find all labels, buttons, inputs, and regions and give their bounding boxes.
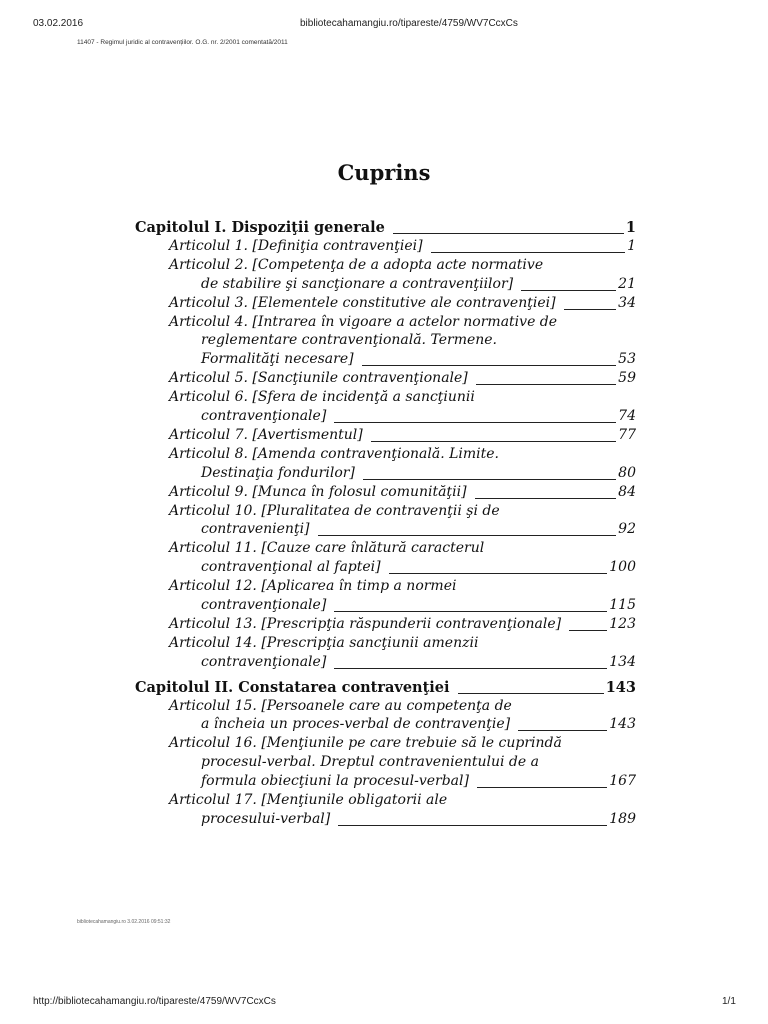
toc-line-text: Articolul 9. [Munca în folosul comunităţii] [169, 483, 467, 500]
toc-article-title [201, 810, 330, 829]
toc-line-text: contravenţionale] [201, 653, 327, 670]
toc-article-title [201, 596, 326, 615]
toc-article-title [201, 275, 513, 294]
toc-line-text: Articolul 16. [Menţiunile pe care trebuie să le cuprindă [169, 735, 562, 752]
toc-line-text: Articolul 17. [Menţiunile obligatorii ale [169, 792, 448, 808]
toc-line-text: reglementare contravenţională. Termene. [201, 332, 498, 349]
toc-line-text: formula obiecţiuni la procesul-verbal] [201, 773, 469, 790]
toc-leader-line [363, 479, 616, 480]
toc-article-title [169, 445, 499, 464]
toc-leader-line [334, 611, 607, 612]
toc-line-text: contravenţionale] [201, 408, 327, 424]
toc-article-page: 167 [609, 773, 636, 790]
toc-line-text: Articolul 12. [Aplicarea în timp a normei [169, 578, 457, 595]
toc-article-page: 92 [618, 521, 636, 538]
toc-line-text: Articolul 8. [Amenda contravenţională. Limite. [169, 445, 499, 462]
toc-line-text: Articolul 10. [Pluralitatea de contravenţii şi de [169, 502, 500, 519]
toc-chapter-page: 143 [605, 678, 636, 696]
toc-article-title [169, 483, 467, 502]
toc-line-text: contravenienţi] [201, 521, 310, 538]
toc-article-title [169, 615, 561, 634]
toc-line-text: Articolul 13. [Prescripţia răspunderii contravenţionale] [169, 615, 562, 632]
toc-article-title [169, 369, 468, 388]
page-title: Cuprins [337, 160, 431, 185]
toc-article-title [169, 313, 557, 332]
toc-leader-line [334, 668, 607, 669]
toc-line-text: Articolul 15. [Persoanele care au competenţa de [169, 697, 512, 714]
toc-article-title [201, 653, 326, 672]
toc-article-page: 74 [618, 408, 636, 424]
toc-leader-line [371, 441, 616, 442]
toc-leader-line [389, 573, 608, 574]
toc-article-title [201, 407, 326, 426]
toc-line-text: Capitolul II. Constatarea contravenţiei [135, 678, 450, 696]
toc-article-title [169, 256, 543, 275]
toc-article-title [169, 734, 562, 753]
toc-article-page: 80 [618, 464, 636, 481]
toc-article-title [169, 388, 475, 407]
toc-article-title [201, 558, 381, 577]
toc-article-title [201, 772, 469, 791]
toc-line-text: Articolul 2. [Competenţa de a adopta acte normative [169, 256, 544, 273]
toc-article-page: 77 [618, 426, 636, 443]
toc-article-title [201, 753, 539, 772]
toc-leader-line [318, 535, 617, 536]
toc-article-title [201, 520, 310, 539]
toc-article-title [201, 331, 497, 350]
toc-line-text: procesului-verbal] [201, 810, 331, 827]
toc-line-text: Articolul 11. [Cauze care înlătură caracterul [169, 540, 485, 557]
toc-line-text: de stabilire şi sancţionare a contravenţiilor] [201, 275, 514, 292]
toc-article-page: 143 [609, 716, 636, 733]
toc-line-text: a încheia un proces-verbal de contravenţie] [201, 716, 511, 733]
document-subtitle: 11407 - Regimul juridic al contravențiilor. O.G. nr. 2/2001 comentată/2011 [77, 39, 288, 46]
toc-article-title [169, 294, 556, 313]
toc-article-title [201, 464, 355, 483]
toc-leader-line [569, 630, 607, 631]
toc-chapter-title [135, 218, 385, 237]
toc-article-page: 53 [618, 351, 636, 368]
toc-article-page: 123 [609, 615, 636, 632]
toc-leader-line [431, 252, 625, 253]
toc-leader-line [458, 693, 604, 694]
print-url-top: bibliotecahamangiu.ro/tipareste/4759/WV7CcxCs [300, 18, 518, 29]
toc-leader-line [334, 422, 616, 423]
toc-article-title [169, 237, 423, 256]
toc-chapter-page: 1 [625, 219, 636, 236]
toc-leader-line [518, 730, 607, 731]
toc-article-title [169, 539, 484, 558]
toc-line-text: procesul-verbal. Dreptul contravenientului de a [201, 754, 539, 771]
print-date: 03.02.2016 [33, 18, 84, 29]
footer-stamp: bibliotecahamangiu.ro 3.02.2016 09:51:32 [77, 919, 171, 925]
toc-article-page: 134 [609, 653, 636, 670]
toc-article-page: 84 [618, 483, 636, 500]
toc-line-text: Capitolul I. Dispoziţii generale [135, 219, 385, 236]
toc-line-text: Articolul 1. [Definiţia contravenţiei] [169, 237, 423, 254]
toc-line-text: Articolul 3. [Elementele constitutive ale contravenţiei] [169, 294, 556, 311]
print-url-bottom: http://bibliotecahamangiu.ro/tipareste/4759/WV7CcxCs [33, 996, 276, 1007]
toc-article-page: 59 [618, 370, 636, 387]
toc-article-title [169, 502, 500, 521]
toc-line-text: Articolul 6. [Sfera de incidenţă a sancţiunii [169, 389, 475, 406]
toc-article-page: 1 [627, 237, 636, 254]
toc-article-title [169, 697, 512, 716]
toc-leader-line [393, 233, 624, 234]
toc-leader-line [362, 365, 617, 366]
toc-leader-line [338, 825, 607, 826]
toc-chapter-title [135, 678, 450, 697]
toc-leader-line [521, 290, 616, 291]
toc-line-text: Destinaţia fondurilor] [201, 464, 355, 481]
toc-line-text: Articolul 4. [Intrarea în vigoare a actelor normative de [169, 313, 558, 330]
page-counter: 1/1 [722, 996, 736, 1007]
toc-line-text: contravenţional al faptei] [201, 559, 381, 576]
toc-article-title [201, 715, 510, 734]
toc-article-title [169, 791, 447, 810]
toc-article-title [169, 577, 456, 596]
toc-line-text: contravenţionale] [201, 597, 327, 613]
toc-line-text: Articolul 14. [Prescripţia sancţiunii amenzii [169, 634, 479, 651]
toc-leader-line [476, 384, 616, 385]
toc-article-page: 34 [618, 294, 636, 311]
toc-article-page: 189 [609, 810, 636, 827]
toc-article-title [169, 634, 478, 653]
toc-article-page: 21 [618, 275, 636, 292]
toc-article-page: 100 [609, 559, 636, 576]
toc-article-page: 115 [609, 597, 636, 613]
toc-line-text: Articolul 7. [Avertismentul] [169, 426, 363, 443]
toc-leader-line [475, 498, 617, 499]
toc-leader-line [564, 309, 617, 310]
toc-line-text: Formalităţi necesare] [201, 351, 354, 368]
toc-leader-line [477, 787, 607, 788]
toc-article-title [169, 426, 363, 445]
toc-line-text: Articolul 5. [Sancţiunile contravenţionale] [169, 370, 468, 387]
toc-article-title [201, 350, 354, 369]
